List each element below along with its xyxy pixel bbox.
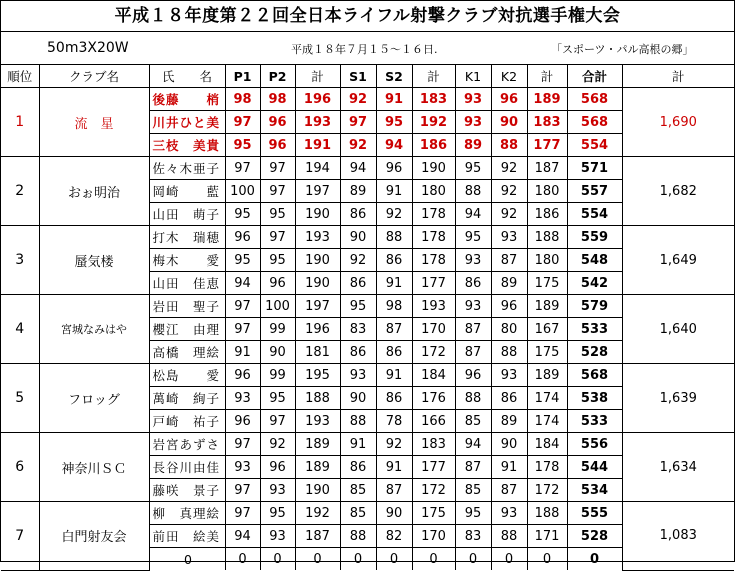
score-s1: 93	[340, 364, 376, 387]
score-p1: 96	[225, 410, 260, 433]
score-sum: 0	[567, 548, 622, 571]
score-sum: 548	[567, 249, 622, 272]
score-st: 0	[412, 548, 455, 571]
shooter-name: 佐々木亜子	[149, 157, 225, 180]
score-s1: 0	[340, 548, 376, 571]
score-s1: 86	[340, 203, 376, 226]
score-k2: 92	[491, 203, 527, 226]
score-p1: 97	[225, 157, 260, 180]
score-st: 178	[412, 203, 455, 226]
score-s2: 0	[376, 548, 412, 571]
score-k1: 94	[455, 203, 491, 226]
score-p1: 94	[225, 272, 260, 295]
score-pt: 181	[295, 341, 340, 364]
score-s2: 86	[376, 387, 412, 410]
score-k1: 85	[455, 479, 491, 502]
score-p1: 97	[225, 433, 260, 456]
score-st: 183	[412, 88, 455, 111]
score-p2: 96	[260, 456, 295, 479]
score-pt: 193	[295, 410, 340, 433]
team-total: 1,639	[622, 364, 734, 433]
team-total: 1,690	[622, 88, 734, 157]
score-s2: 91	[376, 88, 412, 111]
score-k1: 93	[455, 88, 491, 111]
shooter-name: 三枝 美貴	[149, 134, 225, 157]
score-k1: 93	[455, 249, 491, 272]
score-s1: 88	[340, 525, 376, 548]
score-st: 186	[412, 134, 455, 157]
score-p1: 97	[225, 295, 260, 318]
score-p1: 91	[225, 341, 260, 364]
score-pt: 188	[295, 387, 340, 410]
team-rank: 7	[1, 502, 39, 571]
score-s2: 98	[376, 295, 412, 318]
score-pt: 187	[295, 525, 340, 548]
score-k1: 87	[455, 456, 491, 479]
score-s2: 91	[376, 364, 412, 387]
score-kt: 187	[527, 157, 567, 180]
score-p1: 95	[225, 249, 260, 272]
score-sum: 538	[567, 387, 622, 410]
score-p1: 97	[225, 502, 260, 525]
score-pt: 190	[295, 203, 340, 226]
score-st: 190	[412, 157, 455, 180]
score-k1: 88	[455, 180, 491, 203]
shooter-name: 後藤 梢	[149, 88, 225, 111]
score-k1: 0	[455, 548, 491, 571]
score-st: 170	[412, 525, 455, 548]
score-p2: 90	[260, 341, 295, 364]
score-kt: 175	[527, 272, 567, 295]
score-k1: 86	[455, 272, 491, 295]
score-p2: 100	[260, 295, 295, 318]
score-p2: 93	[260, 525, 295, 548]
score-pt: 190	[295, 249, 340, 272]
header-s-total: 計	[412, 65, 455, 88]
score-s1: 95	[340, 295, 376, 318]
table-row	[1, 226, 734, 249]
score-sum: 554	[567, 134, 622, 157]
shooter-name: 川井ひと美	[149, 111, 225, 134]
shooter-name: 岩田 聖子	[149, 295, 225, 318]
score-kt: 174	[527, 410, 567, 433]
header-name: 氏 名	[149, 65, 225, 88]
score-k2: 89	[491, 272, 527, 295]
score-k1: 94	[455, 433, 491, 456]
score-sum: 579	[567, 295, 622, 318]
team-rank: 5	[1, 364, 39, 433]
score-p2: 98	[260, 88, 295, 111]
score-s2: 86	[376, 249, 412, 272]
shooter-name: 櫻江 由理	[149, 318, 225, 341]
score-p2: 99	[260, 318, 295, 341]
score-st: 172	[412, 479, 455, 502]
score-k2: 91	[491, 456, 527, 479]
score-k2: 93	[491, 364, 527, 387]
table-row	[1, 364, 734, 387]
score-s2: 95	[376, 111, 412, 134]
score-sum: 542	[567, 272, 622, 295]
score-st: 166	[412, 410, 455, 433]
score-p1: 93	[225, 387, 260, 410]
score-k1: 93	[455, 295, 491, 318]
score-kt: 183	[527, 111, 567, 134]
score-st: 178	[412, 249, 455, 272]
score-sum: 533	[567, 410, 622, 433]
team-total: 1,634	[622, 433, 734, 502]
shooter-name: 柳 真理絵	[149, 502, 225, 525]
score-s1: 86	[340, 456, 376, 479]
score-k2: 92	[491, 180, 527, 203]
score-st: 178	[412, 226, 455, 249]
score-p2: 96	[260, 134, 295, 157]
shooter-name: 岡崎 藍	[149, 180, 225, 203]
shooter-name: 前田 絵美	[149, 525, 225, 548]
score-kt: 186	[527, 203, 567, 226]
score-s2: 91	[376, 456, 412, 479]
score-p1: 93	[225, 456, 260, 479]
header-s2: S2	[376, 65, 412, 88]
header-team-total: 計	[622, 65, 734, 88]
header-k2: K2	[491, 65, 527, 88]
score-kt: 174	[527, 387, 567, 410]
score-s2: 87	[376, 318, 412, 341]
results-table	[1, 64, 734, 571]
score-pt: 193	[295, 226, 340, 249]
score-k2: 87	[491, 479, 527, 502]
score-sum: 557	[567, 180, 622, 203]
score-s1: 91	[340, 433, 376, 456]
score-k2: 88	[491, 134, 527, 157]
score-pt: 192	[295, 502, 340, 525]
score-p2: 96	[260, 272, 295, 295]
shooter-name: 打木 瑞穂	[149, 226, 225, 249]
score-s1: 92	[340, 134, 376, 157]
score-sum: 556	[567, 433, 622, 456]
team-club: 宮城なみはや	[39, 295, 149, 364]
score-pt: 194	[295, 157, 340, 180]
score-k1: 96	[455, 364, 491, 387]
score-k1: 95	[455, 157, 491, 180]
score-pt: 190	[295, 272, 340, 295]
shooter-name: 高橋 理絵	[149, 341, 225, 364]
score-p2: 97	[260, 410, 295, 433]
score-sum: 534	[567, 479, 622, 502]
score-sum: 568	[567, 111, 622, 134]
score-sum: 568	[567, 364, 622, 387]
score-sum: 571	[567, 157, 622, 180]
team-club: 神奈川ＳＣ	[39, 433, 149, 502]
event-format: 50m3X20W	[47, 40, 129, 56]
score-s1: 92	[340, 249, 376, 272]
table-row	[1, 433, 734, 456]
score-s1: 86	[340, 341, 376, 364]
shooter-name: 山田 萌子	[149, 203, 225, 226]
team-club: 蜃気楼	[39, 226, 149, 295]
shooter-name: 長谷川由佳	[149, 456, 225, 479]
team-rank: 4	[1, 295, 39, 364]
header-row	[1, 65, 734, 88]
score-sum: 528	[567, 525, 622, 548]
score-sum: 555	[567, 502, 622, 525]
score-sum: 528	[567, 341, 622, 364]
score-p1: 100	[225, 180, 260, 203]
team-rank: 2	[1, 157, 39, 226]
score-kt: 189	[527, 364, 567, 387]
score-k1: 89	[455, 134, 491, 157]
score-kt: 180	[527, 180, 567, 203]
score-s2: 87	[376, 479, 412, 502]
score-kt: 178	[527, 456, 567, 479]
score-pt: 195	[295, 364, 340, 387]
score-p1: 98	[225, 88, 260, 111]
score-pt: 197	[295, 180, 340, 203]
score-k2: 0	[491, 548, 527, 571]
score-st: 192	[412, 111, 455, 134]
score-s1: 97	[340, 111, 376, 134]
score-k2: 86	[491, 387, 527, 410]
score-k2: 89	[491, 410, 527, 433]
table-row	[1, 295, 734, 318]
score-k2: 90	[491, 433, 527, 456]
score-k1: 87	[455, 341, 491, 364]
score-st: 176	[412, 387, 455, 410]
score-p2: 96	[260, 111, 295, 134]
header-s1: S1	[340, 65, 376, 88]
score-p2: 95	[260, 203, 295, 226]
score-p2: 97	[260, 226, 295, 249]
score-k1: 87	[455, 318, 491, 341]
score-k1: 83	[455, 525, 491, 548]
score-s1: 85	[340, 502, 376, 525]
page-title: 平成１８年度第２２回全日本ライフル射撃クラブ対抗選手権大会	[1, 1, 734, 32]
score-p1: 0	[225, 548, 260, 571]
shooter-name: 松島 愛	[149, 364, 225, 387]
score-p1: 97	[225, 111, 260, 134]
score-p2: 97	[260, 157, 295, 180]
score-k1: 88	[455, 387, 491, 410]
score-pt: 190	[295, 479, 340, 502]
score-sum: 544	[567, 456, 622, 479]
table-row	[1, 502, 734, 525]
score-p2: 97	[260, 180, 295, 203]
score-s1: 92	[340, 88, 376, 111]
score-pt: 191	[295, 134, 340, 157]
header-rank: 順位	[1, 65, 39, 88]
score-st: 184	[412, 364, 455, 387]
score-k2: 88	[491, 525, 527, 548]
score-kt: 184	[527, 433, 567, 456]
team-club: フロッグ	[39, 364, 149, 433]
score-k2: 96	[491, 88, 527, 111]
score-pt: 196	[295, 88, 340, 111]
score-kt: 0	[527, 548, 567, 571]
score-s2: 96	[376, 157, 412, 180]
team-total: 1,649	[622, 226, 734, 295]
score-s2: 91	[376, 180, 412, 203]
team-rank: 1	[1, 88, 39, 157]
team-rank: 6	[1, 433, 39, 502]
score-s2: 91	[376, 272, 412, 295]
shooter-name: 戸崎 祐子	[149, 410, 225, 433]
score-p2: 92	[260, 433, 295, 456]
score-s2: 92	[376, 203, 412, 226]
score-s1: 94	[340, 157, 376, 180]
score-pt: 189	[295, 433, 340, 456]
score-p2: 0	[260, 548, 295, 571]
score-kt: 175	[527, 341, 567, 364]
score-p1: 95	[225, 203, 260, 226]
score-s1: 90	[340, 387, 376, 410]
shooter-name: 萬崎 絢子	[149, 387, 225, 410]
score-p2: 93	[260, 479, 295, 502]
team-club: 白門射友会	[39, 502, 149, 571]
score-s1: 86	[340, 272, 376, 295]
score-k1: 93	[455, 111, 491, 134]
score-k2: 87	[491, 249, 527, 272]
header-p2: P2	[260, 65, 295, 88]
score-s1: 83	[340, 318, 376, 341]
header-club: クラブ名	[39, 65, 149, 88]
score-s2: 86	[376, 341, 412, 364]
score-kt: 189	[527, 88, 567, 111]
score-s2: 94	[376, 134, 412, 157]
score-kt: 172	[527, 479, 567, 502]
score-sum: 559	[567, 226, 622, 249]
score-pt: 189	[295, 456, 340, 479]
header-k1: K1	[455, 65, 491, 88]
score-st: 177	[412, 456, 455, 479]
score-s2: 78	[376, 410, 412, 433]
score-k2: 88	[491, 341, 527, 364]
score-st: 183	[412, 433, 455, 456]
event-venue: 「スポーツ・パル高根の郷」	[551, 43, 694, 56]
score-st: 170	[412, 318, 455, 341]
score-kt: 180	[527, 249, 567, 272]
score-p1: 95	[225, 134, 260, 157]
score-p1: 97	[225, 479, 260, 502]
score-p2: 99	[260, 364, 295, 387]
score-s1: 88	[340, 410, 376, 433]
score-p1: 96	[225, 364, 260, 387]
score-s2: 88	[376, 226, 412, 249]
team-club: 流 星	[39, 88, 149, 157]
score-sum: 554	[567, 203, 622, 226]
team-total: 1,083	[622, 502, 734, 571]
score-s2: 82	[376, 525, 412, 548]
shooter-name: 山田 佳恵	[149, 272, 225, 295]
score-pt: 193	[295, 111, 340, 134]
score-k2: 96	[491, 295, 527, 318]
score-kt: 177	[527, 134, 567, 157]
score-k1: 95	[455, 502, 491, 525]
score-s1: 85	[340, 479, 376, 502]
table-row	[1, 88, 734, 111]
score-k2: 93	[491, 226, 527, 249]
score-p2: 95	[260, 387, 295, 410]
score-s2: 92	[376, 433, 412, 456]
subheader	[1, 32, 734, 64]
header-p1: P1	[225, 65, 260, 88]
score-kt: 189	[527, 295, 567, 318]
score-k2: 93	[491, 502, 527, 525]
score-kt: 188	[527, 502, 567, 525]
header-k-total: 計	[527, 65, 567, 88]
score-kt: 167	[527, 318, 567, 341]
header-sum: 合計	[567, 65, 622, 88]
score-pt: 197	[295, 295, 340, 318]
team-club: おぉ明治	[39, 157, 149, 226]
score-k2: 90	[491, 111, 527, 134]
shooter-name: 岩宮あずさ	[149, 433, 225, 456]
score-p2: 95	[260, 502, 295, 525]
score-p1: 96	[225, 226, 260, 249]
score-pt: 196	[295, 318, 340, 341]
score-p1: 97	[225, 318, 260, 341]
team-rank: 3	[1, 226, 39, 295]
score-k1: 95	[455, 226, 491, 249]
score-p1: 94	[225, 525, 260, 548]
score-st: 172	[412, 341, 455, 364]
score-kt: 188	[527, 226, 567, 249]
score-sum: 568	[567, 88, 622, 111]
score-kt: 171	[527, 525, 567, 548]
team-total: 1,682	[622, 157, 734, 226]
shooter-name: 0	[149, 548, 225, 571]
shooter-name: 梅木 愛	[149, 249, 225, 272]
score-s1: 89	[340, 180, 376, 203]
score-sum: 533	[567, 318, 622, 341]
score-st: 175	[412, 502, 455, 525]
score-st: 180	[412, 180, 455, 203]
event-date: 平成１８年７月１５～１６日.	[291, 43, 438, 56]
score-st: 177	[412, 272, 455, 295]
score-pt: 0	[295, 548, 340, 571]
table-row	[1, 157, 734, 180]
score-k2: 92	[491, 157, 527, 180]
score-s2: 90	[376, 502, 412, 525]
score-k2: 80	[491, 318, 527, 341]
score-st: 193	[412, 295, 455, 318]
score-k1: 85	[455, 410, 491, 433]
team-total: 1,640	[622, 295, 734, 364]
score-s1: 90	[340, 226, 376, 249]
score-p2: 95	[260, 249, 295, 272]
shooter-name: 藤咲 景子	[149, 479, 225, 502]
header-p-total: 計	[295, 65, 340, 88]
